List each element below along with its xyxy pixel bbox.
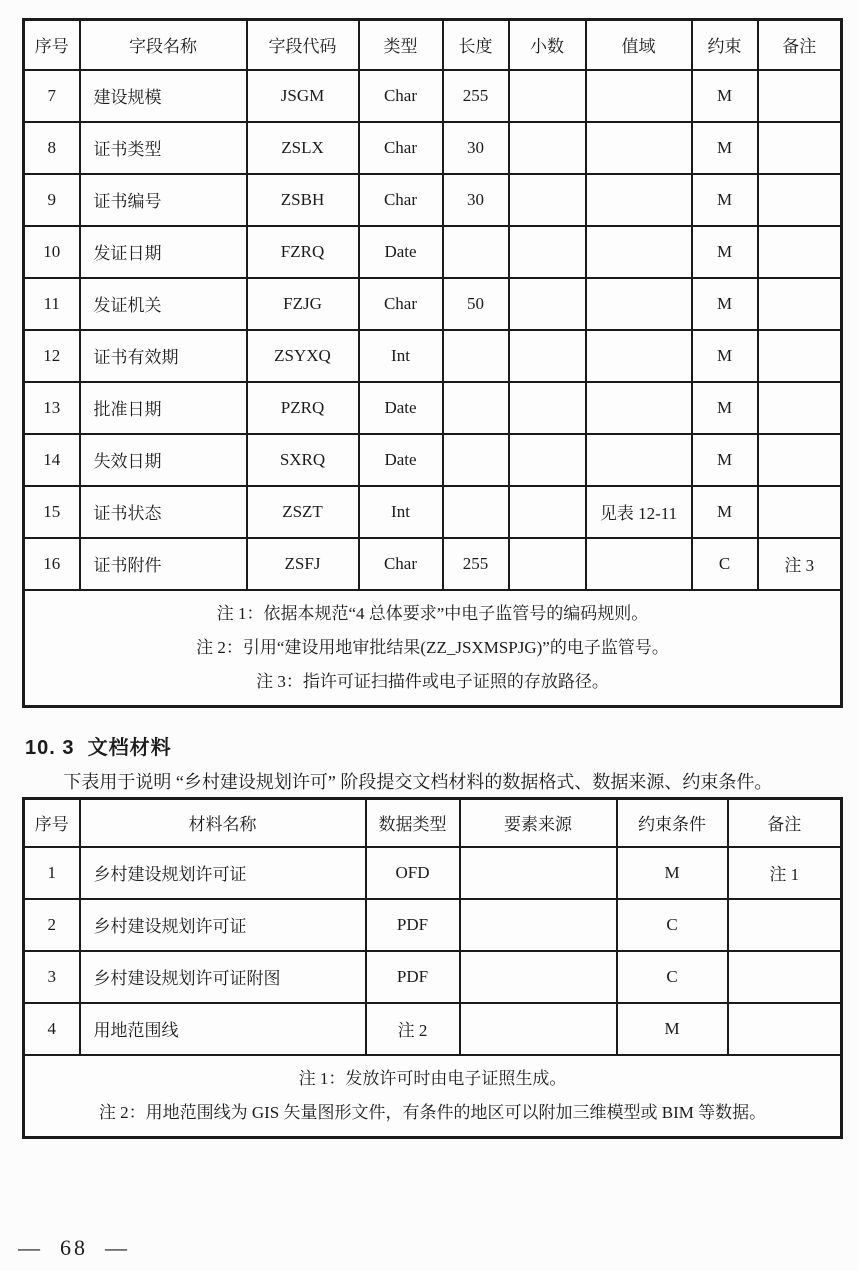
table-row — [24, 122, 842, 174]
material-table-body — [24, 847, 842, 1055]
table-cell: FZRQ — [247, 226, 359, 278]
page-number: — 68 — — [18, 1235, 130, 1260]
table-cell: JSGM — [247, 70, 359, 122]
section-intro-paragraph: 下表用于说明 “乡村建设规划许可” 阶段提交文档材料的数据格式、数据来源、约束条件。 — [63, 772, 773, 792]
table-cell: 注 3 — [758, 538, 842, 590]
table-cell: 发证日期 — [80, 226, 247, 278]
table-cell: PZRQ — [247, 382, 359, 434]
note-line: 注 2：引用“建设用地审批结果(ZZ_JSXMSPJG)”的电子监管号。 — [196, 637, 669, 657]
table-cell: 证书状态 — [80, 486, 247, 538]
table-cell — [586, 70, 692, 122]
table-cell: Date — [359, 434, 443, 486]
table-cell: Date — [359, 226, 443, 278]
table-row — [24, 1003, 842, 1055]
table-cell: 证书类型 — [80, 122, 247, 174]
table-cell: M — [692, 382, 758, 434]
table-cell — [509, 330, 586, 382]
table-cell — [758, 278, 842, 330]
table-cell — [443, 434, 509, 486]
table-cell: FZJG — [247, 278, 359, 330]
table-cell: M — [692, 278, 758, 330]
field-table-notes-row — [24, 590, 842, 707]
header-cell: 小数 — [509, 20, 586, 70]
note-line: 注 1：依据本规范“4 总体要求”中电子监管号的编码规则。 — [216, 603, 649, 623]
table-cell: M — [692, 70, 758, 122]
field-table-foot — [24, 590, 842, 707]
material-table-head — [24, 799, 842, 847]
header-cell: 备注 — [758, 20, 842, 70]
table-cell: 用地范围线 — [80, 1003, 366, 1055]
table-cell: PDF — [366, 899, 460, 951]
table-row — [24, 486, 842, 538]
table-cell — [509, 538, 586, 590]
table-cell: 16 — [24, 538, 80, 590]
material-table-notes-row — [24, 1055, 842, 1138]
table-cell: 证书附件 — [80, 538, 247, 590]
header-cell: 长度 — [443, 20, 509, 70]
table-cell: 证书有效期 — [80, 330, 247, 382]
table-cell: 15 — [24, 486, 80, 538]
table-cell — [758, 226, 842, 278]
header-cell: 类型 — [359, 20, 443, 70]
section-heading: 10. 3 文档材料 — [25, 737, 172, 759]
header-cell: 数据类型 — [366, 799, 460, 847]
table-cell: 发证机关 — [80, 278, 247, 330]
table-cell — [586, 174, 692, 226]
field-table-header-row — [24, 20, 842, 70]
table-cell: PDF — [366, 951, 460, 1003]
table-cell — [443, 382, 509, 434]
table-cell: 30 — [443, 122, 509, 174]
table-cell: C — [692, 538, 758, 590]
table-cell — [460, 1003, 617, 1055]
note-line: 注 3：指许可证扫描件或电子证照的存放路径。 — [256, 671, 609, 691]
table-cell — [509, 70, 586, 122]
table-cell: C — [617, 899, 728, 951]
table-cell: 30 — [443, 174, 509, 226]
header-cell: 序号 — [24, 20, 80, 70]
table-cell: 证书编号 — [80, 174, 247, 226]
table-cell: Char — [359, 122, 443, 174]
table-cell: Char — [359, 538, 443, 590]
table-cell: C — [617, 951, 728, 1003]
table-cell: 13 — [24, 382, 80, 434]
table-row — [24, 278, 842, 330]
table-cell: M — [692, 226, 758, 278]
table-cell — [586, 330, 692, 382]
table-cell: 2 — [24, 899, 80, 951]
table-row — [24, 70, 842, 122]
table-cell: 乡村建设规划许可证 — [80, 847, 366, 899]
table-cell: 12 — [24, 330, 80, 382]
table-cell — [758, 122, 842, 174]
table-cell: M — [692, 434, 758, 486]
table-cell: M — [692, 330, 758, 382]
material-table-header-row — [24, 799, 842, 847]
table-row — [24, 847, 842, 899]
table-cell: ZSYXQ — [247, 330, 359, 382]
table-cell — [460, 951, 617, 1003]
header-cell: 约束条件 — [617, 799, 728, 847]
table-cell: SXRQ — [247, 434, 359, 486]
table-cell — [509, 434, 586, 486]
header-cell: 备注 — [728, 799, 842, 847]
field-table-head — [24, 20, 842, 70]
table-cell: M — [617, 847, 728, 899]
table-cell: 11 — [24, 278, 80, 330]
table-cell: ZSZT — [247, 486, 359, 538]
table-cell: ZSLX — [247, 122, 359, 174]
table-cell: 8 — [24, 122, 80, 174]
table-cell — [443, 226, 509, 278]
table-row — [24, 899, 842, 951]
header-cell: 值域 — [586, 20, 692, 70]
table-row — [24, 174, 842, 226]
table-cell — [758, 330, 842, 382]
table-cell — [443, 330, 509, 382]
table-cell: 1 — [24, 847, 80, 899]
table-cell — [758, 434, 842, 486]
material-table — [22, 797, 843, 1139]
table-row — [24, 434, 842, 486]
table-cell: Int — [359, 486, 443, 538]
table-cell: 注 2 — [366, 1003, 460, 1055]
table-cell: OFD — [366, 847, 460, 899]
table-cell: ZSFJ — [247, 538, 359, 590]
table-row — [24, 382, 842, 434]
table-cell: 10 — [24, 226, 80, 278]
table-cell: M — [692, 486, 758, 538]
table-cell — [586, 226, 692, 278]
table-cell: M — [692, 122, 758, 174]
table-cell — [460, 899, 617, 951]
table-cell: 注 1 — [728, 847, 842, 899]
table-cell — [728, 899, 842, 951]
table-cell: Char — [359, 174, 443, 226]
table-cell — [758, 70, 842, 122]
table-cell: 9 — [24, 174, 80, 226]
table-cell: 7 — [24, 70, 80, 122]
table-cell: M — [692, 174, 758, 226]
table-cell — [728, 951, 842, 1003]
field-definition-table — [22, 18, 843, 708]
table-cell — [509, 382, 586, 434]
table-cell — [586, 278, 692, 330]
table-cell: 255 — [443, 538, 509, 590]
table-cell — [758, 486, 842, 538]
table-cell: 乡村建设规划许可证附图 — [80, 951, 366, 1003]
field-table-body — [24, 70, 842, 590]
table-cell: 255 — [443, 70, 509, 122]
header-cell: 序号 — [24, 799, 80, 847]
note-line: 注 2：用地范围线为 GIS 矢量图形文件，有条件的地区可以附加三维模型或 BIM 等数据。 — [98, 1102, 767, 1122]
table-cell: 3 — [24, 951, 80, 1003]
table-cell: Int — [359, 330, 443, 382]
table-cell — [586, 122, 692, 174]
table-row — [24, 951, 842, 1003]
table-row — [24, 330, 842, 382]
table-cell — [509, 486, 586, 538]
table-cell — [460, 847, 617, 899]
table-cell: 见表 12-11 — [586, 486, 692, 538]
table-cell: Char — [359, 278, 443, 330]
table-cell: 乡村建设规划许可证 — [80, 899, 366, 951]
table-cell — [509, 278, 586, 330]
table-cell — [758, 382, 842, 434]
table-cell: M — [617, 1003, 728, 1055]
table-cell — [509, 226, 586, 278]
note-line: 注 1：发放许可时由电子证照生成。 — [298, 1068, 567, 1088]
table-row — [24, 538, 842, 590]
table-cell: ZSBH — [247, 174, 359, 226]
material-table-foot — [24, 1055, 842, 1138]
table-cell — [443, 486, 509, 538]
header-cell: 材料名称 — [80, 799, 366, 847]
header-cell: 字段名称 — [80, 20, 247, 70]
table-cell — [586, 382, 692, 434]
table-cell: 4 — [24, 1003, 80, 1055]
table-cell: Date — [359, 382, 443, 434]
field-table-notes — [24, 590, 842, 707]
table-cell — [509, 174, 586, 226]
table-cell — [728, 1003, 842, 1055]
table-cell: 失效日期 — [80, 434, 247, 486]
material-table-notes — [24, 1055, 842, 1138]
table-cell — [509, 122, 586, 174]
table-cell: Char — [359, 70, 443, 122]
header-cell: 约束 — [692, 20, 758, 70]
table-cell: 50 — [443, 278, 509, 330]
table-cell — [758, 174, 842, 226]
header-cell: 字段代码 — [247, 20, 359, 70]
table-cell: 14 — [24, 434, 80, 486]
table-cell: 批准日期 — [80, 382, 247, 434]
table-cell — [586, 434, 692, 486]
table-cell: 建设规模 — [80, 70, 247, 122]
table-cell — [586, 538, 692, 590]
header-cell: 要素来源 — [460, 799, 617, 847]
table-row — [24, 226, 842, 278]
